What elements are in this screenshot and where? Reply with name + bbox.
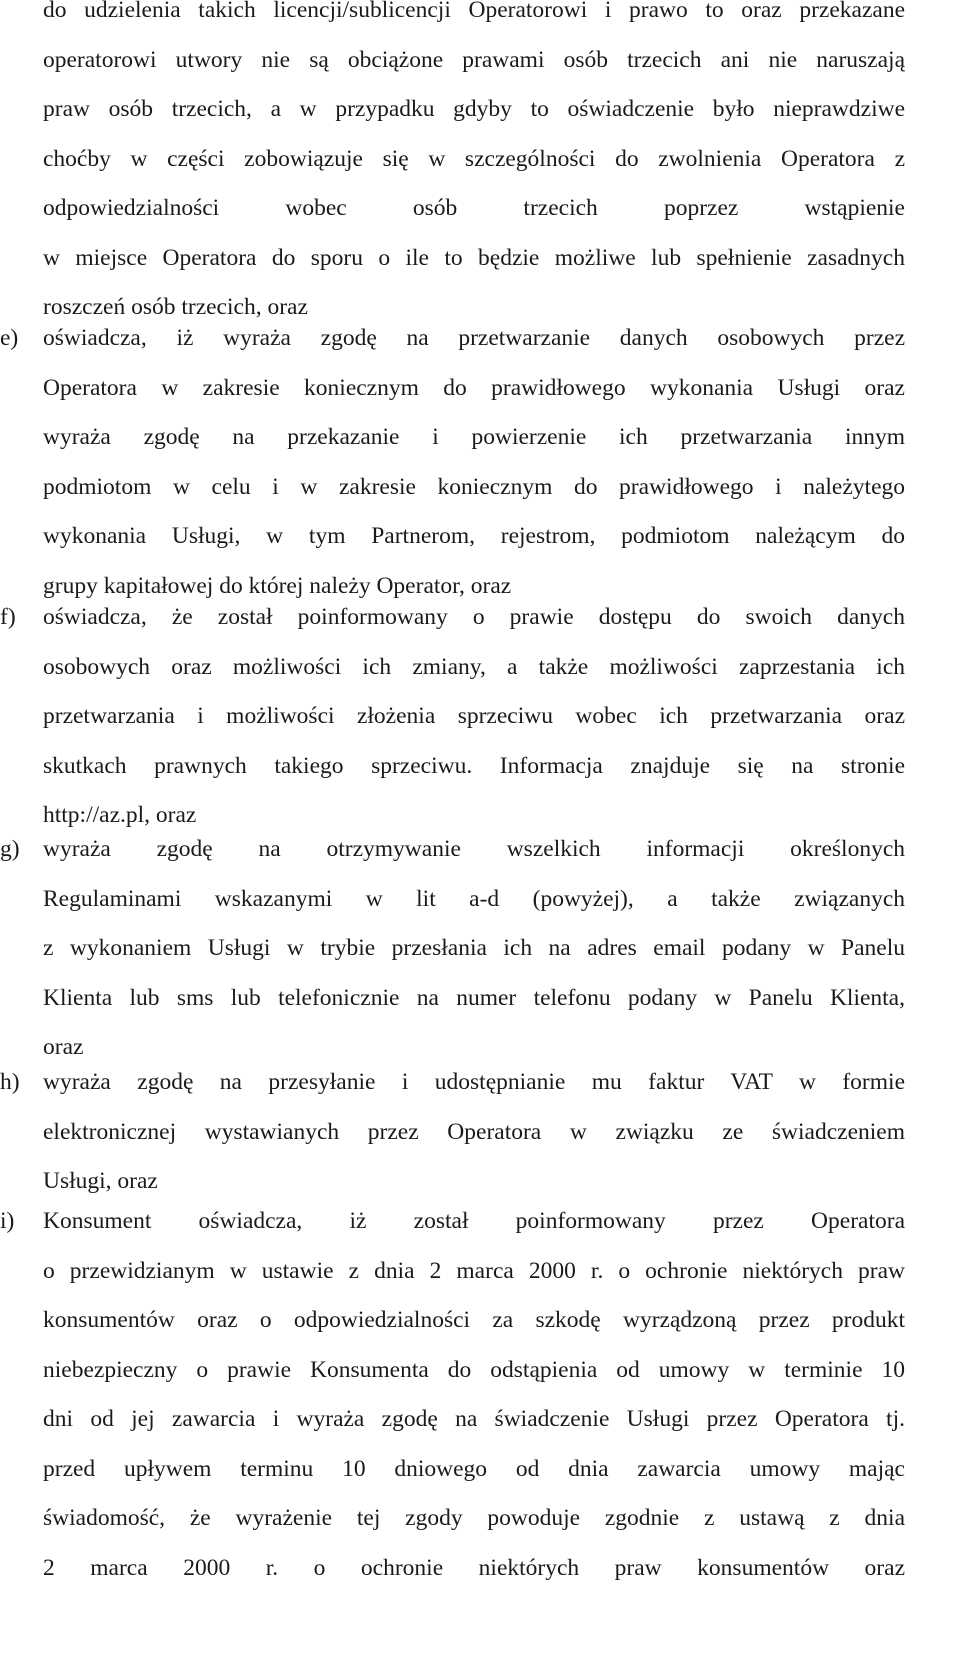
- list-marker: e): [0, 325, 19, 351]
- text-line: oraz: [43, 1034, 84, 1060]
- text-line: przetwarzania i możliwości złożenia sprzeciwu wobec ich przetwarzania oraz: [43, 703, 905, 729]
- text-line: wyraża zgodę na przekazanie i powierzenie ich przetwarzania innym: [43, 424, 905, 450]
- text-line: Usługi, oraz: [43, 1168, 158, 1194]
- list-item-text: [43, 324, 905, 621]
- text-line: przed upływem terminu 10 dniowego od dnia zawarcia umowy mając: [43, 1455, 905, 1482]
- list-item-text: [43, 1207, 905, 1603]
- text-line: Klienta lub sms lub telefonicznie na numer telefonu podany w Panelu Klienta,: [43, 984, 905, 1011]
- text-line: do udzielenia takich licencji/sublicencji Operatorowi i prawo to oraz przekazane: [43, 0, 905, 23]
- text-line: świadomość, że wyrażenie tej zgody powoduje zgodnie z ustawą z dnia: [43, 1505, 905, 1531]
- text-line: niebezpieczny o prawie Konsumenta do odstąpienia od umowy w terminie 10: [43, 1356, 905, 1383]
- text-line: grupy kapitałowej do której należy Operator, oraz: [43, 572, 512, 599]
- text-line: Operatora w zakresie koniecznym do prawidłowego wykonania Usługi oraz: [43, 374, 905, 401]
- text-line: o przewidzianym w ustawie z dnia 2 marca 2000 r. o ochronie niektórych praw: [43, 1257, 905, 1284]
- continuation-paragraph: [43, 0, 905, 343]
- text-line: osobowych oraz możliwości ich zmiany, a także możliwości zaprzestania ich: [43, 653, 905, 680]
- text-line: elektronicznej wystawianych przez Operatora w związku ze świadczeniem: [43, 1118, 905, 1145]
- text-line: skutkach prawnych takiego sprzeciwu. Informacja znajduje się na stronie: [43, 752, 905, 779]
- list-marker: f): [0, 604, 16, 630]
- text-line: Konsument oświadcza, iż został poinformowany przez Operatora: [43, 1208, 905, 1234]
- text-line: 2 marca 2000 r. o ochronie niektórych praw konsumentów oraz: [43, 1554, 905, 1581]
- text-line: wykonania Usługi, w tym Partnerom, rejestrom, podmiotom należącym do: [43, 523, 905, 549]
- text-line: operatorowi utwory nie są obciążone prawami osób trzecich ani nie naruszają: [43, 46, 905, 73]
- list-item-text: [43, 603, 905, 851]
- list-marker: g): [0, 836, 20, 862]
- list-item-text: [43, 835, 905, 1083]
- text-line: oświadcza, iż wyraża zgodę na przetwarzanie danych osobowych przez: [43, 325, 905, 351]
- text-line: z wykonaniem Usługi w trybie przesłania ich na adres email podany w Panelu: [43, 935, 905, 961]
- text-line: wyraża zgodę na przesyłanie i udostępnianie mu faktur VAT w formie: [43, 1069, 905, 1095]
- text-line: roszczeń osób trzecich, oraz: [43, 294, 308, 320]
- list-item-text: [43, 1068, 905, 1217]
- text-line: oświadcza, że został poinformowany o prawie dostępu do swoich danych: [43, 604, 905, 630]
- text-line: konsumentów oraz o odpowiedzialności za szkodę wyrządzoną przez produkt: [43, 1307, 905, 1333]
- list-marker: h): [0, 1069, 20, 1095]
- text-line: w miejsce Operatora do sporu o ile to będzie możliwe lub spełnienie zasadnych: [43, 244, 905, 271]
- text-line: praw osób trzecich, a w przypadku gdyby to oświadczenie było nieprawdziwe: [43, 96, 905, 122]
- text-line: wyraża zgodę na otrzymywanie wszelkich informacji określonych: [43, 836, 905, 862]
- text-line: choćby w części zobowiązuje się w szczególności do zwolnienia Operatora z: [43, 145, 905, 172]
- list-marker: i): [0, 1208, 15, 1234]
- text-line: http://az.pl, oraz: [43, 802, 197, 828]
- text-line: odpowiedzialności wobec osób trzecich poprzez wstąpienie: [43, 195, 905, 221]
- text-line: Regulaminami wskazanymi w lit a-d (powyżej), a także związanych: [43, 885, 905, 912]
- text-line: podmiotom w celu i w zakresie koniecznym do prawidłowego i należytego: [43, 473, 905, 500]
- text-line: dni od jej zawarcia i wyraża zgodę na świadczenie Usługi przez Operatora tj.: [43, 1406, 905, 1432]
